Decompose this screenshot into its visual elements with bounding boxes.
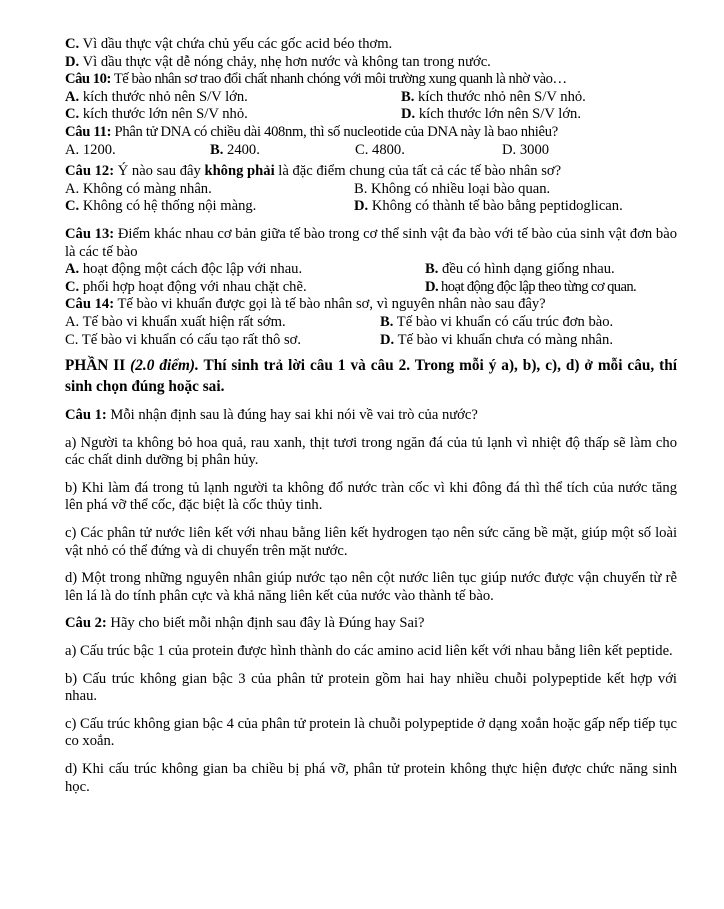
q14-option-d: D. Tế bào vi khuẩn chưa có màng nhân. (380, 331, 613, 348)
q12-stem: Câu 12: Ý nào sau đây không phải là đặc điểm chung của tất cả các tế bào nhân sơ? (65, 163, 562, 180)
p2q2-item-a: a) Cấu trúc bậc 1 của protein được hình thành do các amino acid liên kết với nhau bằng liên kết peptide. (65, 643, 673, 660)
q12-option-a: A. Không có màng nhân. (65, 180, 212, 197)
q10-options (65, 89, 677, 124)
q13-option-c: C. phối hợp hoạt động với nhau chặt chẽ. (65, 278, 307, 295)
q14-stem: Câu 14: Tế bào vi khuẩn được gọi là tế bào nhân sơ, vì nguyên nhân nào sau đây? (65, 296, 546, 313)
p2q2-stem: Câu 2: Hãy cho biết mỗi nhận định sau đây là Đúng hay Sai? (65, 615, 425, 632)
q13-stem: Câu 13: Điểm khác nhau cơ bản giữa tế bào trong cơ thể sinh vật đa bào với tế bào của sinh vật đơn bào là các tế bào (65, 225, 678, 260)
q14-option-b: B. Tế bào vi khuẩn có cấu trúc đơn bào. (380, 313, 614, 330)
part2-heading: PHẦN II (2.0 điểm). Thí sinh trả lời câu 1 và câu 2. Trong mỗi ý a), b), c), d) ở mỗi câu, thí sinh chọn đúng hoặc sai. (65, 357, 677, 396)
q9-option-c: C. Vì dầu thực vật chứa chủ yếu các gốc acid béo thơm. (65, 36, 393, 52)
q11-option-b: B. 2400. (210, 141, 260, 158)
q12-option-b: B. Không có nhiều loại bào quan. (354, 180, 551, 197)
p2q2-item-d: d) Khi cấu trúc không gian ba chiều bị phá vỡ, phân tử protein không thực hiện được chức năng sinh học. (65, 761, 677, 795)
q10-option-a: A. kích thước nhỏ nên S/V lớn. (65, 88, 248, 105)
q11-options (65, 142, 677, 160)
p2q2-item-b: b) Cấu trúc không gian bậc 3 của phân tử protein gồm hai hay nhiều chuỗi polypeptide kết hợp với nhau. (65, 670, 677, 705)
p2q2-item-c: c) Cấu trúc không gian bậc 4 của phân tử protein là chuỗi polypeptide ở dạng xoắn hoặc gấp nếp tiếp tục co xoắn. (65, 715, 677, 750)
exam-page (65, 36, 677, 796)
q11-option-d: D. 3000 (502, 141, 550, 158)
q13-options (65, 261, 677, 296)
q10-option-d: D. kích thước lớn nên S/V lớn. (401, 106, 581, 123)
q11-stem: Câu 11: Phân tử DNA có chiều dài 408nm, thì số nucleotide của DNA này là bao nhiêu? (65, 123, 558, 140)
p2q1-item-c: c) Các phân tử nước liên kết với nhau bằng liên kết hydrogen tạo nên sức căng bề mặt, giúp một số loài vật nhỏ có thể đứng và di chuyển trên mặt nước. (65, 525, 677, 559)
q13-option-a: A. hoạt động một cách độc lập với nhau. (65, 261, 303, 278)
q10-stem: Câu 10: Tế bào nhân sơ trao đổi chất nhanh chóng với môi trường xung quanh là nhờ vào… (65, 71, 567, 88)
q9-option-d: D. Vì dầu thực vật dễ nóng chảy, nhẹ hơn nước và không tan trong nước. (65, 53, 491, 70)
q12-options (65, 181, 677, 216)
p2q1-stem: Câu 1: Mỗi nhận định sau là đúng hay sai khi nói về vai trò của nước? (65, 407, 478, 424)
q10-option-c: C. kích thước lớn nên S/V nhỏ. (65, 106, 248, 123)
q12-option-c: C. Không có hệ thống nội màng. (65, 198, 257, 215)
q14-option-a: A. Tế bào vi khuẩn xuất hiện rất sớm. (65, 313, 286, 330)
p2q1-item-a: a) Người ta không bỏ hoa quả, rau xanh, thịt tươi trong ngăn đá của tủ lạnh vì nhiệt độ thấp sẽ làm cho các chất dinh dưỡng bị phân hủy. (65, 434, 677, 469)
q14-option-c: C. Tế bào vi khuẩn có cấu tạo rất thô sơ. (65, 331, 302, 348)
q11-option-a: A. 1200. (65, 141, 116, 158)
q13-option-d: D. hoạt động độc lập theo từng cơ quan. (425, 278, 637, 295)
q14-options (65, 314, 677, 349)
p2q1-item-d: d) Một trong những nguyên nhân giúp nước tạo nên cột nước liên tục giúp nước được vận chuyển từ rễ lên lá là do tính phân cực và khả năng liên kết của nước vào thành tế bào. (65, 570, 677, 604)
q12-option-d: D. Không có thành tế bào bằng peptidoglican. (354, 198, 623, 215)
q13-option-b: B. đều có hình dạng giống nhau. (425, 261, 615, 278)
q11-option-c: C. 4800. (355, 141, 405, 158)
q10-option-b: B. kích thước nhỏ nên S/V nhỏ. (401, 88, 586, 105)
p2q1-item-b: b) Khi làm đá trong tủ lạnh người ta không đổ nước tràn cốc vì khi đông đá thì thể tích của nước tăng lên phá vỡ thể cốc, đặc biệt là cốc thủy tinh. (65, 479, 677, 514)
